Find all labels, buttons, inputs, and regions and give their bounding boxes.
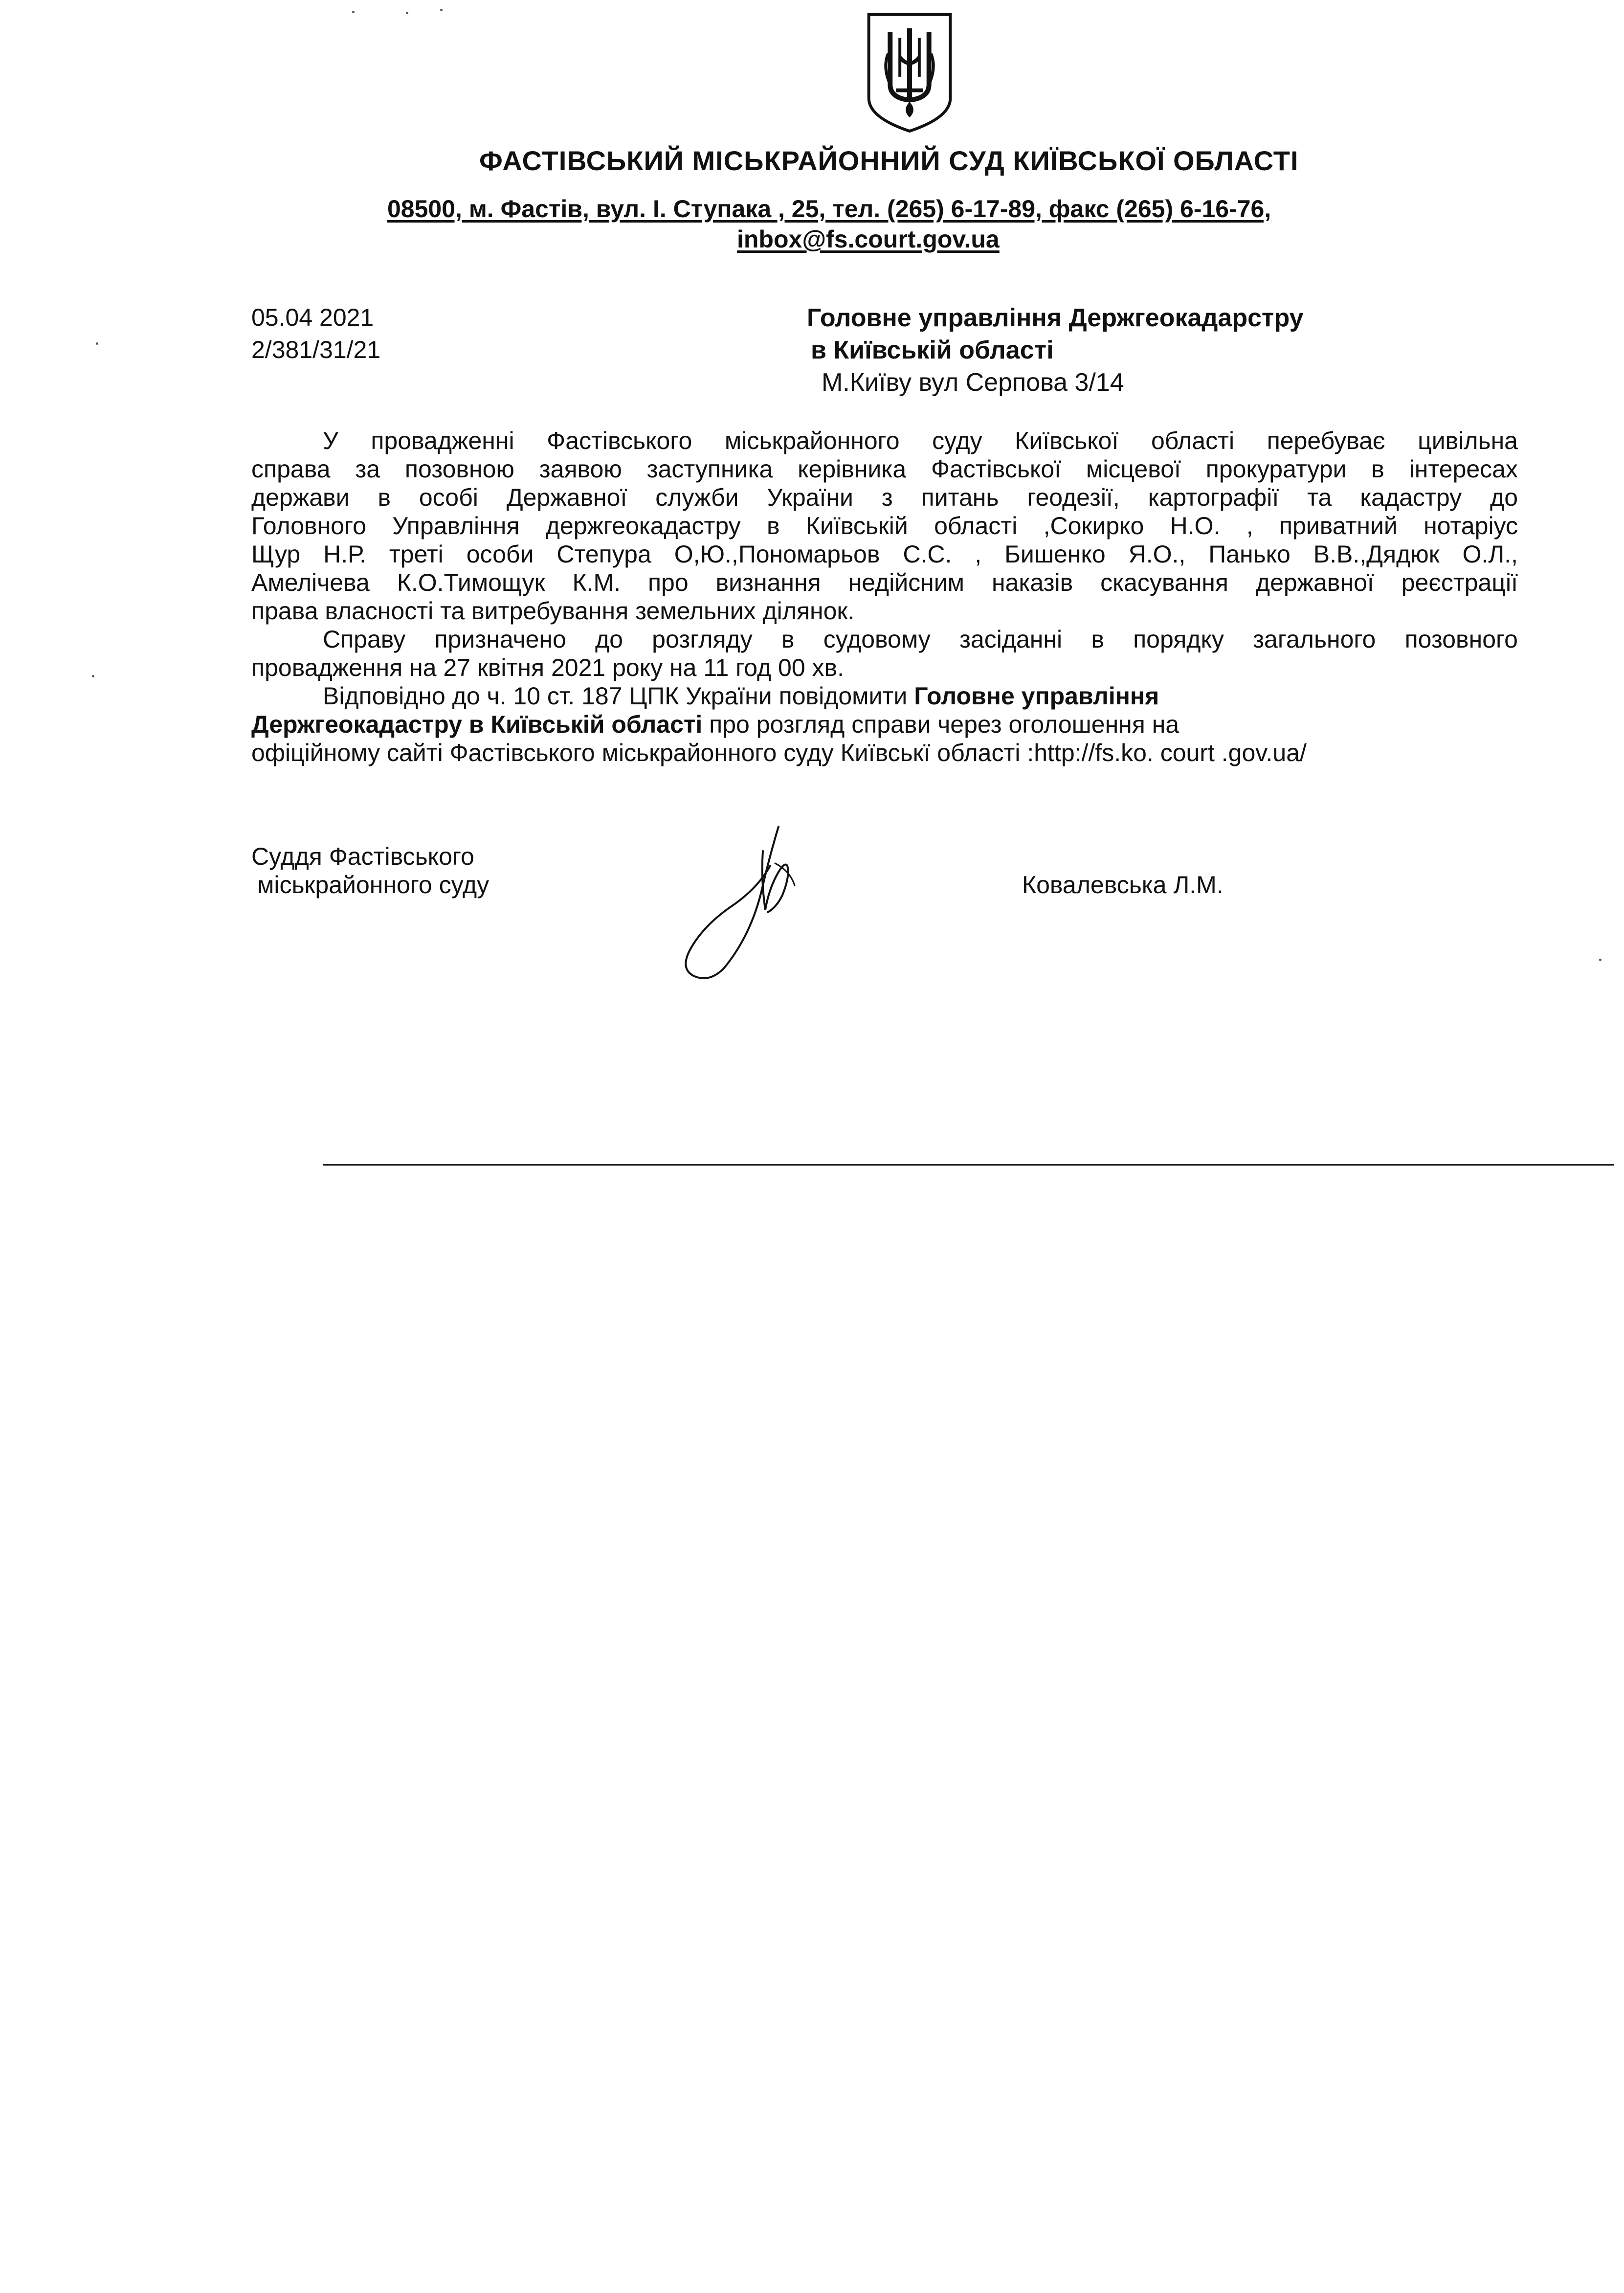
paragraph-line: Справу призначено до розгляду в судовому засіданні в порядку загального позовного	[323, 626, 1518, 653]
court-address: 08500, м. Фастів, вул. І. Ступака , 25, тел. (265) 6-17-89, факс (265) 6-16-76,	[387, 195, 1271, 223]
recipient-region: в Київській області	[811, 336, 1054, 364]
letter-body	[251, 427, 1518, 767]
document-date: 05.04 2021	[251, 304, 374, 331]
court-email: inbox@fs.court.gov.ua	[737, 225, 1000, 253]
handwritten-signature-icon	[665, 822, 812, 983]
scan-artifact	[406, 12, 408, 14]
judge-title: Суддя Фастівського	[251, 843, 474, 870]
notice-text: про розгляд справи через оголошення на	[709, 711, 1179, 738]
notice-text: Відповідно до ч. 10 ст. 187 ЦПК України повідомити	[323, 682, 908, 710]
paragraph-line: офіційному сайті Фастівського міськрайонного суду Київськї області :http://fs.ko. court .gov.ua/	[251, 739, 1307, 766]
paragraph-line: провадження на 27 квітня 2021 року на 11 год 00 хв.	[251, 654, 845, 681]
case-reference: 2/381/31/21	[251, 336, 381, 363]
paragraph-line: права власності та витребування земельних ділянок.	[251, 597, 855, 625]
scan-artifact	[352, 11, 355, 13]
scan-artifact	[440, 9, 443, 11]
divider-line	[323, 1164, 1614, 1166]
paragraph-line: держави в особі Державної служби України з питань геодезії, картографії та кадастру до	[251, 484, 1518, 511]
judge-name: Ковалевська Л.М.	[1022, 871, 1224, 899]
paragraph-line: Головного Управління держгеокадастру в Київській області ,Сокирко Н.О. , приватний нотаріус	[251, 512, 1518, 540]
scan-artifact	[96, 342, 98, 345]
paragraph-line	[251, 682, 1518, 710]
recipient-name: Головне управління Держгеокадарстру	[807, 304, 1304, 332]
judge-court: міськрайонного суду	[257, 871, 489, 899]
notice-recipient-bold: Головне управління	[914, 682, 1159, 710]
paragraph-line: У провадженні Фастівського міськрайонного суду Київської області перебуває цивільна	[323, 427, 1518, 454]
coat-of-arms-of-ukraine-icon	[861, 9, 958, 135]
recipient-address: М.Київу вул Серпова 3/14	[822, 368, 1124, 397]
paragraph-line: Амелічева К.О.Тимощук К.М. про визнання недійсним наказів скасування державної реєстрації	[251, 569, 1518, 596]
paragraph-line	[251, 710, 1518, 739]
scan-artifact	[92, 675, 94, 677]
court-name-heading: ФАСТІВСЬКИЙ МІСЬКРАЙОННИЙ СУД КИЇВСЬКОЇ ОБЛАСТІ	[479, 145, 1299, 176]
paragraph-line: Щур Н.Р. треті особи Степура О,Ю.,Пономарьов С.С. , Бишенко Я.О., Панько В.В.,Дядюк О.Л.,	[251, 540, 1518, 568]
notice-recipient-bold: Держгеокадастру в Київській області	[251, 711, 703, 738]
paragraph-line: справа за позовною заявою заступника керівника Фастівської місцевої прокуратури в інтересах	[251, 455, 1518, 483]
scan-artifact	[1599, 959, 1602, 961]
